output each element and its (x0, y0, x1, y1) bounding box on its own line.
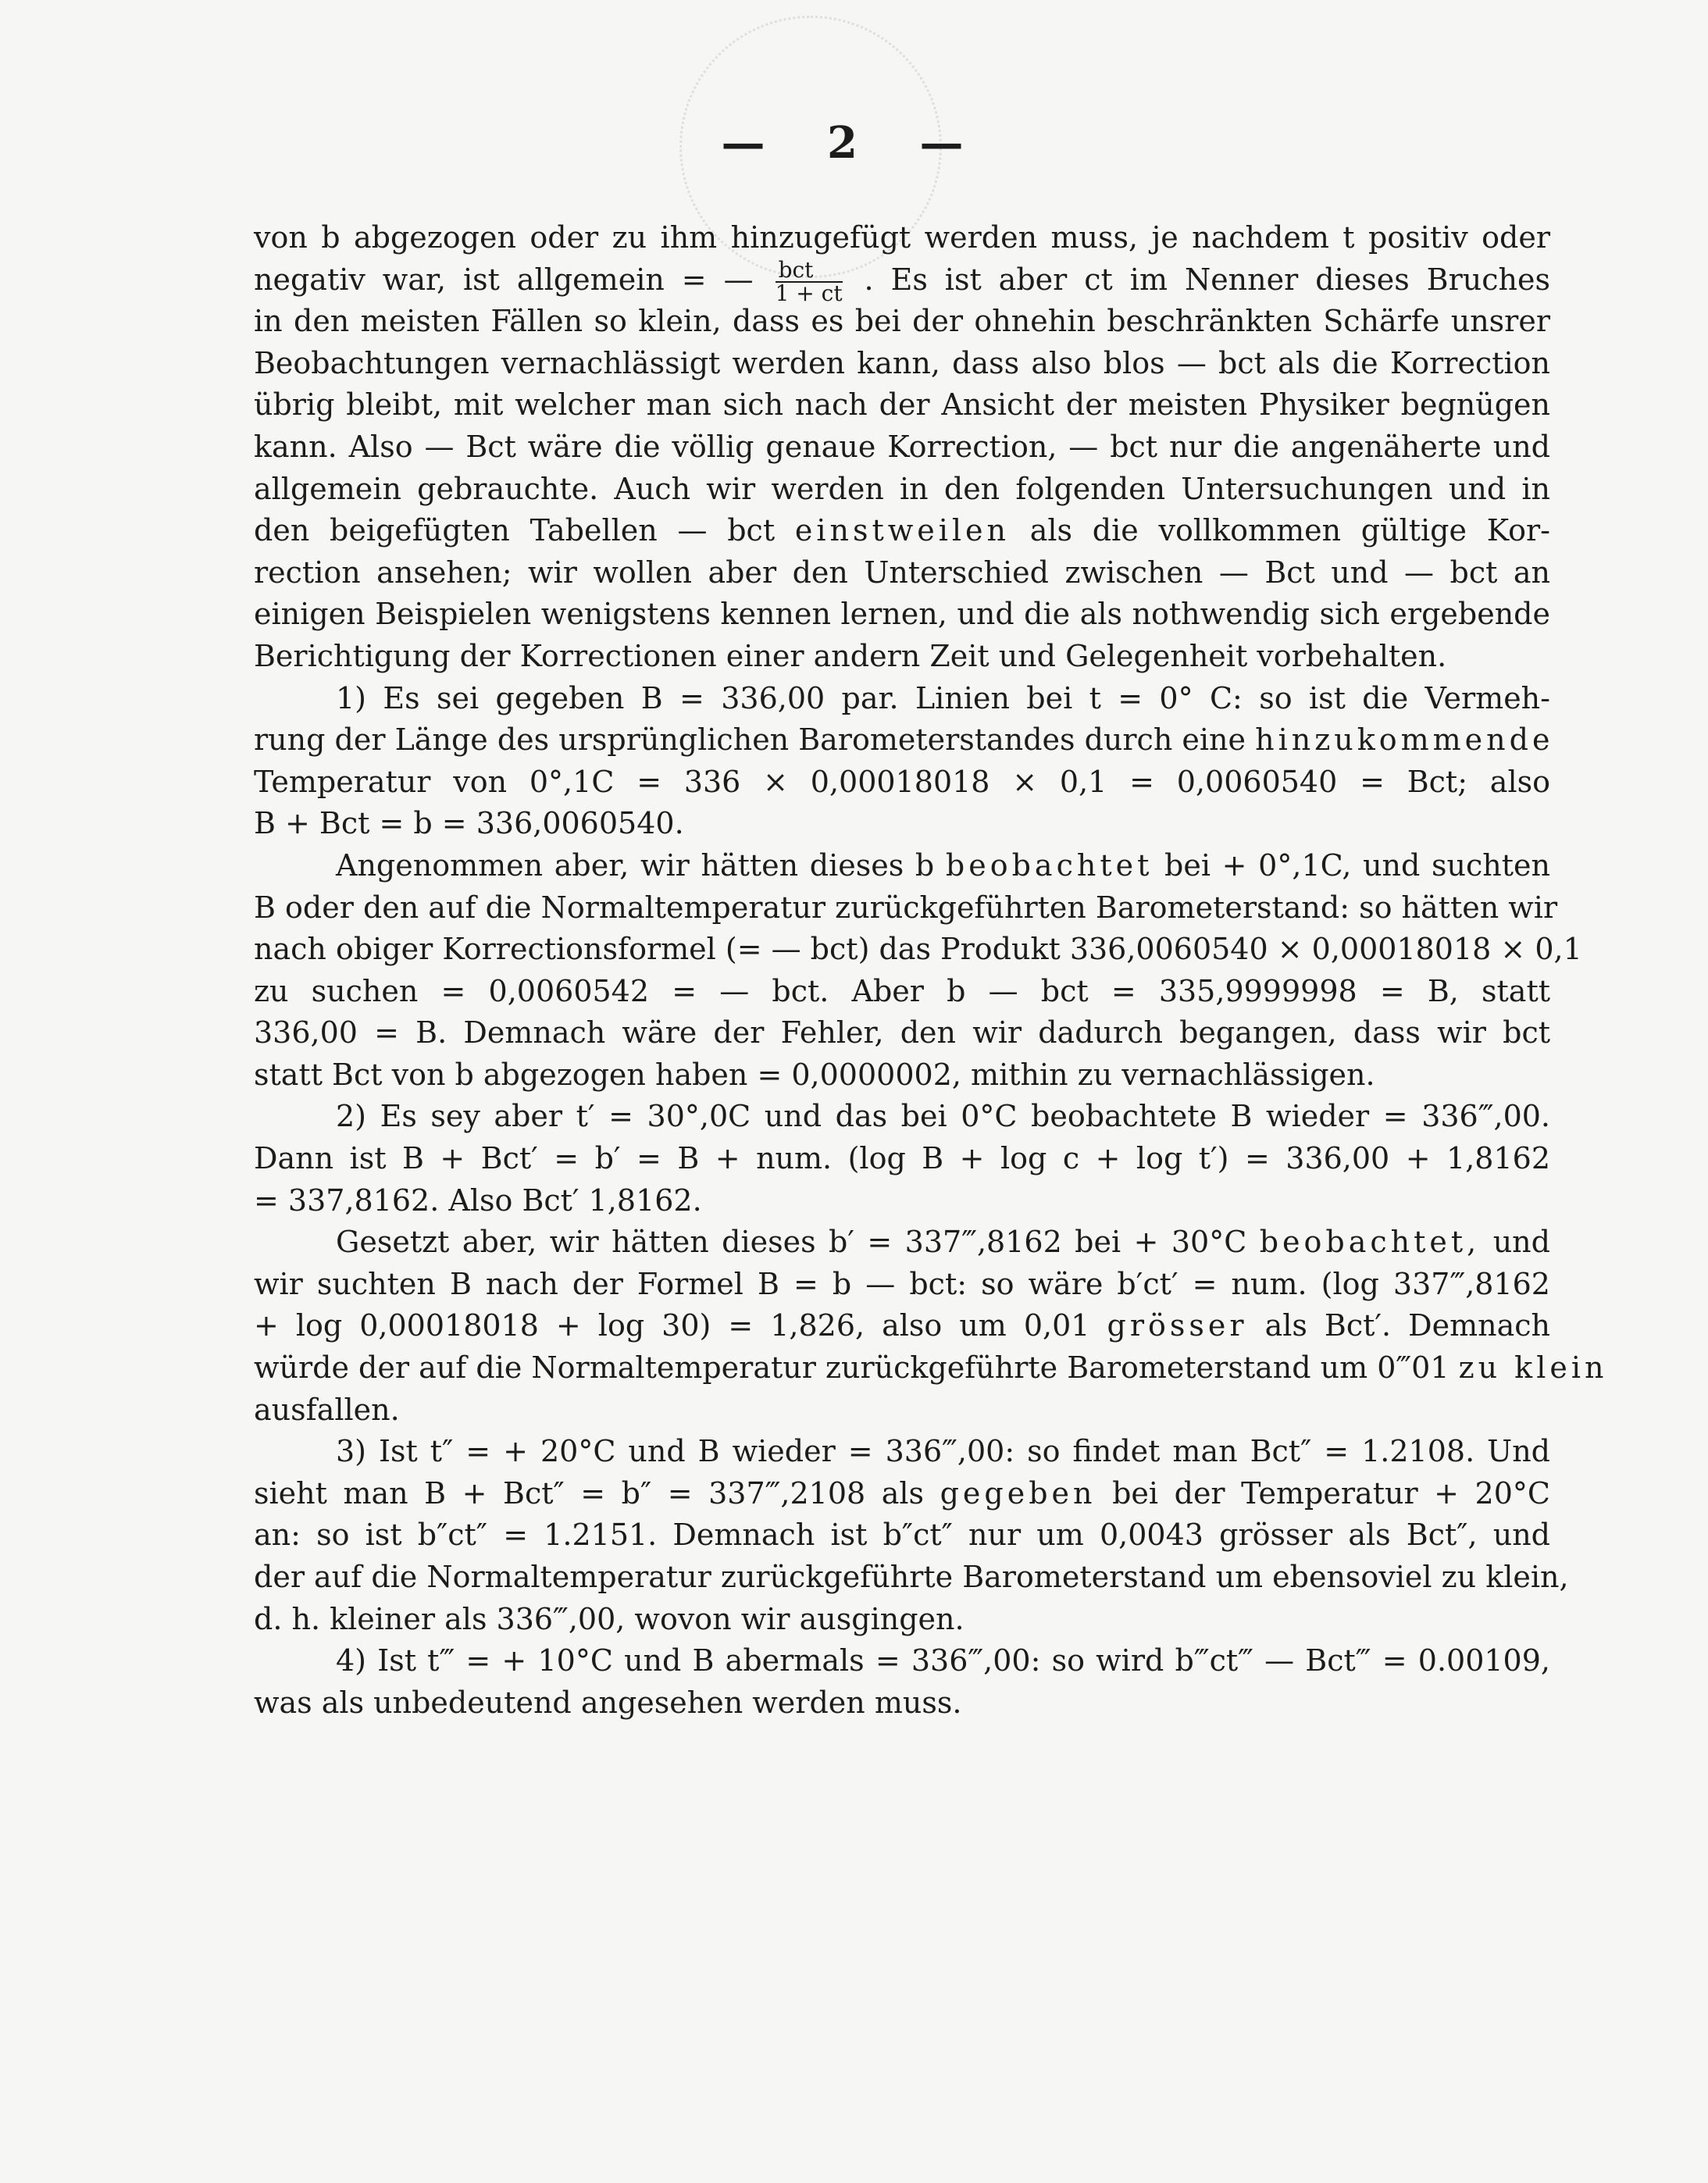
spaced-emphasis: hinzukommende (1255, 722, 1554, 758)
text-line: von b abgezogen oder zu ihm hinzugefügt werden muss, je nachdem t positiv oder (254, 220, 1550, 255)
text-line: allgemein gebrauchte. Auch wir werden in den folgenden Untersuchungen und in (254, 471, 1550, 506)
text-line: kann. Also — Bct wäre die völlig genaue Korrection, — bct nur die angenäherte und (254, 429, 1550, 464)
text-line: in den meisten Fällen so klein, dass es bei der ohnehin beschränkten Schärfe unsrer (254, 304, 1550, 339)
text-line: 3) Ist t″ = + 20°C und B wieder = 336‴,00: so findet man Bct″ = 1.2108. Und (336, 1434, 1550, 1469)
text-fragment: bei der Temperatur + 20°C (1112, 1475, 1550, 1511)
text-line: übrig bleibt, mit welcher man sich nach der Ansicht der meisten Physiker begnügen (254, 387, 1550, 423)
text-line: zu suchen = 0,0060542 = — bct. Aber b — bct = 335,9999998 = B, statt (254, 973, 1550, 1008)
text-line: = 337,8162. Also Bct′ 1,8162. (254, 1182, 702, 1218)
text-line: einigen Beispielen wenigstens kennen lernen, und die als nothwendig sich ergebende (254, 597, 1550, 632)
text-fragment: als die vollkommen gültige Kor- (1029, 513, 1550, 548)
text-line: B oder den auf die Normaltemperatur zurückgeführten Barometerstand: so hätten wir (254, 890, 1558, 925)
text-line: Berichtigung der Korrectionen einer andern Zeit und Gelegenheit vorbehalten. (254, 638, 1447, 673)
text-line: statt Bct von b abgezogen haben = 0,0000002, mithin zu vernachlässigen. (254, 1057, 1375, 1092)
text-fragment: und (1492, 1225, 1550, 1260)
text-line (254, 1305, 1550, 1347)
spaced-emphasis: einstweilen (794, 513, 1011, 548)
spaced-emphasis: beobachtet, (1259, 1225, 1481, 1260)
text-line: ausfallen. (254, 1392, 400, 1427)
body-text (254, 217, 1608, 1724)
text-line: d. h. kleiner als 336‴,00, wovon wir ausgingen. (254, 1601, 965, 1636)
text-fragment: sieht man B + Bct″ = b″ = 337‴,2108 als (254, 1475, 925, 1511)
text-line (254, 1347, 1608, 1389)
fraction-denominator: 1 + ct (775, 280, 843, 307)
text-line: was als unbedeutend angesehen werden muss. (254, 1685, 962, 1720)
text-fragment: rung der Länge des ursprünglichen Barometerstandes durch eine (254, 722, 1246, 758)
text-fragment: + log 0,00018018 + log 30) = 1,826, also um 0,01 (254, 1308, 1090, 1343)
text-line: der auf die Normaltemperatur zurückgeführte Barometerstand um ebensoviel zu klein, (254, 1560, 1569, 1594)
text-line: 336,00 = B. Demnach wäre der Fehler, den wir dadurch begangen, dass wir bct (254, 1015, 1550, 1050)
spaced-emphasis: grösser (1107, 1308, 1248, 1343)
text-line: wir suchten B nach der Formel B = b — bct: so wäre b′ct′ = num. (log 337‴,8162 (254, 1266, 1550, 1301)
text-fragment: den beigefügten Tabellen — bct (254, 513, 776, 548)
spaced-emphasis: gegeben (940, 1475, 1096, 1511)
text-line: 2) Es sey aber t′ = 30°,0C und das bei 0°C beobachtete B wieder = 336‴,00. (336, 1099, 1550, 1134)
fraction (776, 259, 843, 305)
text-line (254, 845, 1550, 887)
text-line: rection ansehen; wir wollen aber den Unterschied zwischen — Bct und — bct an (254, 555, 1550, 590)
text-line (254, 1222, 1550, 1264)
spaced-emphasis: beobachtet (945, 847, 1154, 883)
text-fragment: als Bct′. Demnach (1264, 1308, 1550, 1343)
spaced-emphasis: zu klein (1458, 1350, 1608, 1386)
text-line: Beobachtungen vernachlässigt werden kann, dass also blos — bct als die Korrection (254, 345, 1550, 380)
text-line: Temperatur von 0°,1C = 336 × 0,00018018 × 0,1 = 0,0060540 = Bct; also (254, 764, 1550, 799)
text-line: 4) Ist t‴ = + 10°C und B abermals = 336‴,00: so wird b‴ct‴ — Bct‴ = 0.00109, (336, 1643, 1550, 1678)
text-line: nach obiger Korrectionsformel (= — bct) das Produkt 336,0060540 × 0,00018018 × 0,1 (254, 932, 1582, 967)
text-line: 1) Es sei gegeben B = 336,00 par. Linien bei t = 0° C: so ist die Vermeh- (336, 680, 1550, 715)
text-fragment: . Es ist aber ct im Nenner dieses Bruches (864, 262, 1550, 297)
text-fragment: würde der auf die Normaltemperatur zurückgeführte Barometerstand um 0‴01 (254, 1350, 1449, 1386)
text-line-with-fraction (254, 257, 1550, 307)
text-line: Dann ist B + Bct′ = b′ = B + num. (log B + log c + log t′) = 336,00 + 1,8162 (254, 1141, 1550, 1176)
text-fragment: Gesetzt aber, wir hätten dieses b′ = 337‴,8162 bei + 30°C (336, 1225, 1247, 1260)
text-fragment: negativ war, ist allgemein = — (254, 262, 754, 297)
text-line (254, 1473, 1550, 1515)
text-line: an: so ist b″ct″ = 1.2151. Demnach ist b″ct″ nur um 0,0043 grösser als Bct″, und (254, 1518, 1550, 1553)
text-line (254, 719, 1554, 762)
page-number: — 2 — (721, 117, 987, 169)
fraction-numerator: bct (776, 259, 843, 283)
text-fragment: Angenommen aber, wir hätten dieses b (336, 847, 935, 883)
text-line (254, 510, 1550, 552)
text-fragment: bei + 0°,1C, und suchten (1164, 847, 1550, 883)
text-line: B + Bct = b = 336,0060540. (254, 806, 684, 841)
